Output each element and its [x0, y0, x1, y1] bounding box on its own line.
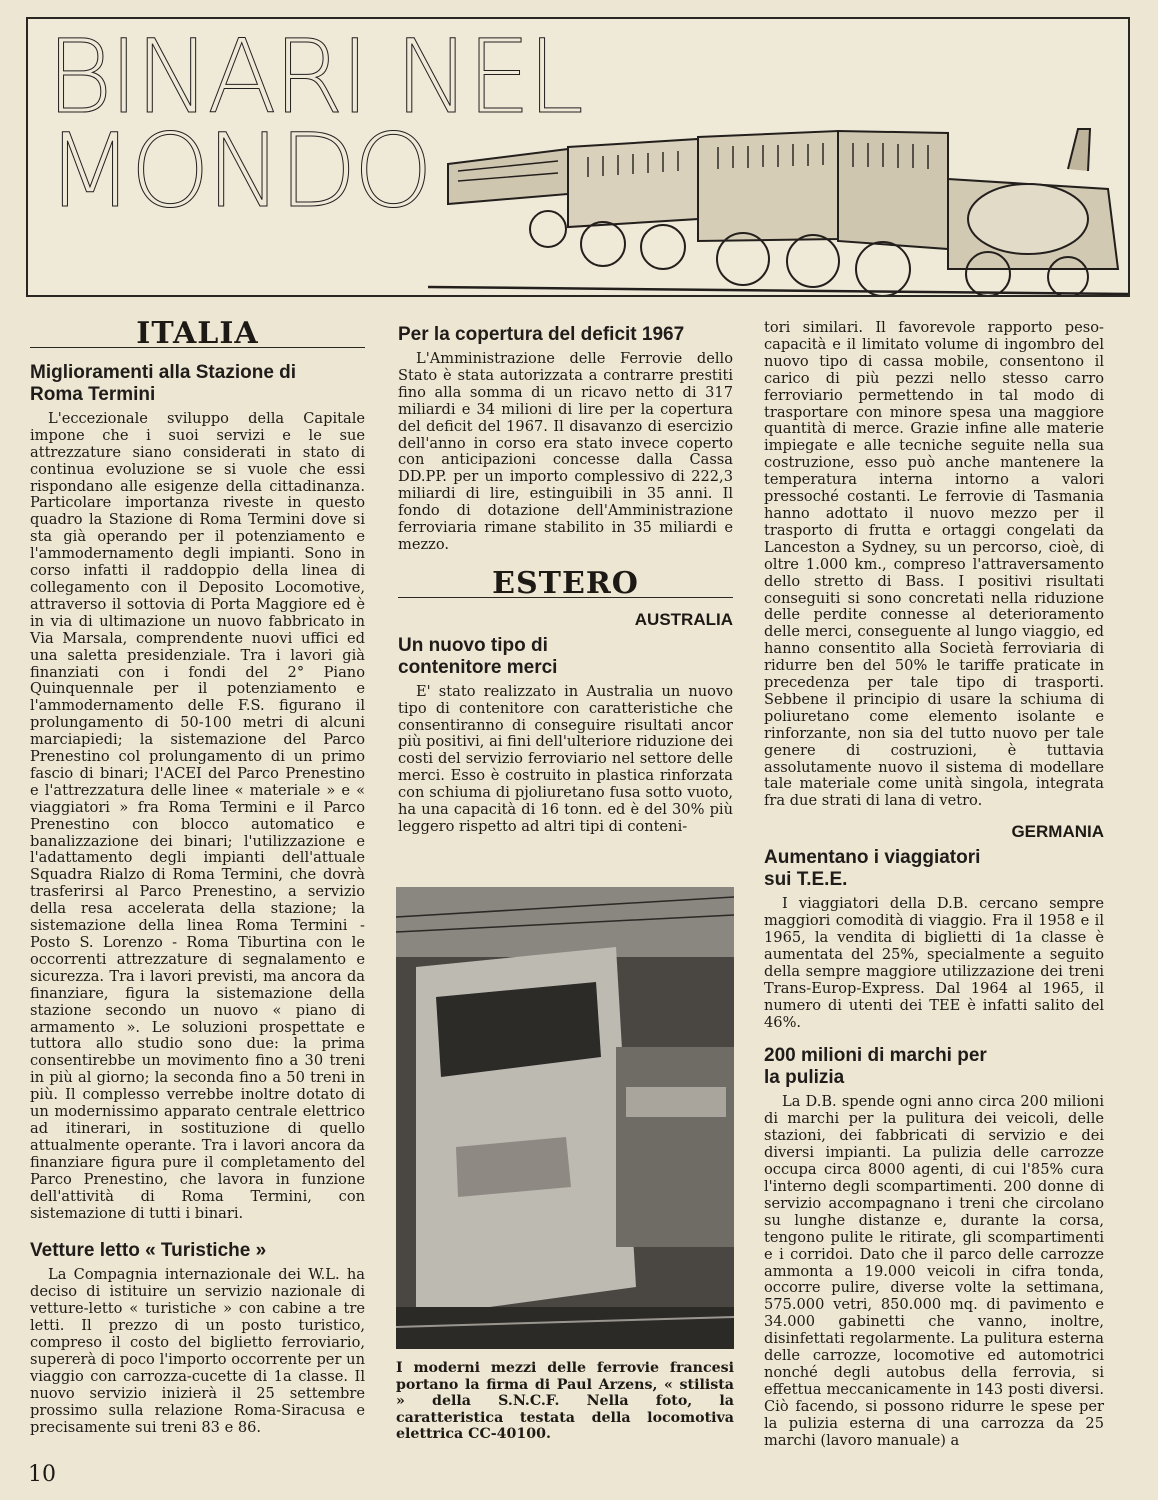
- photo-caption: I moderni mezzi delle ferrovie francesi portano la firma di Paul Arzens, « stilista » della S.N.C.F. Nella foto, la caratteristica testata della locomotiva elettrica CC-40100.: [396, 1360, 734, 1442]
- article-title-tee: Aumentano i viaggiatori sui T.E.E.: [764, 847, 981, 891]
- locomotive-image: [396, 887, 734, 1349]
- locomotive-photo: [396, 887, 734, 1349]
- masthead: [26, 17, 1130, 297]
- article-body-roma-termini: L'eccezionale sviluppo della Capitale impone che i suoi servizi e le sue attrezzature siano considerati in stato di continua evoluzione se si vuole che essi rispondano alle esigenze della cittadinanza. Particolare importanza riveste in questo quadro la Stazione di Roma Termini dove si sta già operando per il potenziamento e l'ammodernamento degli impianti. Sono in corso infatti il raddoppio della linea di collegamento con il Deposito Locomotive, attraverso il sottovia di Porta Maggiore ed è in via di ultimazione un nuovo fabbricato in Via Marsala, comprendente nuovi uffici ed una saletta presidenziale. Tra i lavori già finanziati con i fondi del 2° Piano Quinquennale per il potenziamento e l'ammodernamento delle F.S. figurano il prolungamento di 50-100 metri di alcuni marciapiedi; la sistemazione del Parco Prenestino col prolungamento di un primo fascio di binari; l'ACEI del Parco Prenestino e l'attrezzatura delle linee « materiale » e « viaggiatori » fra Roma Termini e il Parco Prenestino con blocco automatico e banalizzazione dei binari; l'utilizzazione e l'adattamento degli impianti dell'attuale Squadra Rialzo di Roma Termini, che dovrà trasferirsi al Parco Prenestino, a servizio della resa accelerata della stazione; la sistemazione della linea Roma Termini - Posto S. Lorenzo - Roma Tiburtina con le occorrenti attrezzature di segnalamento e sicurezza. Tra i lavori previsti, ma ancora da finanziare, figura la sistemazione della stazione secondo un nuovo « piano di armamento ». Le soluzioni prospettate e tuttora allo studio sono due: la prima consentirebbe un movimento fino a 30 treni in più al giorno; la seconda fino a 50 treni in più. Il complesso verrebbe inoltre dotato di un modernissimo apparato centrale elettrico ad itinerari, in sostituzione di quello attualmente operante. Tra i lavori ancora da finanziare figura pure il completamento del Parco Prenestino, che lavora in funzione dell'attività di Roma Termini, con sistemazione di tutti i binari.: [30, 409, 365, 1222]
- article-body-contenitore-part1: E' stato realizzato in Australia un nuovo tipo di contenitore con caratteristiche che consentiranno di conseguire risultati ancor più positivi, ai fini dell'ulteriore riduzione dei costi del servizio ferroviario nel settore delle merci. Esso è costruito in plastica rinforzata con schiuma di pjoliuretano fusa sotto vuoto, ha una capacità di 16 tonn. ed è del 30% più leggero rispetto ad altri tipi di conteni-: [398, 682, 733, 835]
- article-title-deficit: Per la copertura del deficit 1967: [398, 324, 685, 345]
- article-body-contenitore-part2: tori similari. Il favorevole rapporto peso-capacità e il limitato volume di ingombro del nuovo tipo di cassa mobile, consentono il carico di più pezzi nello stesso carro ferroviario permettendo in tal modo di trasportare con minore spesa una maggiore quantità di merce. Grazie infine alle materie impiegate e alle tecniche seguite nella sua costruzione, esso può anche mantenere la temperatura interna intorno a valori pressoché costanti. Le ferrovie di Tasmania hanno adottato il nuovo mezzo per il trasporto di frutta e ortaggi congelati da Lanceston a Sydney, su un percorso, cioè, di oltre 1.000 km., compreso l'attraversamento dello stretto di Bass. I positivi risultati conseguiti si sono concretati nella riduzione delle perdite connesse al deterioramento delle merci, conseguente al lungo viaggio, ed hanno consentito alla Società ferroviaria di ridurre ben del 50% le tariffe praticate in precedenza per tale tipo di trasporti. Sebbene il principio di usare la schiuma di poliuretano come elemento isolante e rinforzante, non sia del tutto nuovo per tale genere di costruzioni, è tuttavia assolutamente nuovo il sistema di modellare tale materiale come unità singola, integrata fra due strati di lana di vetro.: [764, 319, 1104, 810]
- country-germania: GERMANIA: [1011, 822, 1104, 842]
- column-middle: [398, 320, 733, 836]
- title-line-1: BINARI NEL: [46, 18, 580, 137]
- article-title-pulizia: 200 milioni di marchi per la pulizia: [764, 1045, 987, 1089]
- vintage-train-icon: [428, 109, 1128, 297]
- column-italia: [30, 316, 365, 1436]
- article-title-roma-termini: Miglioramenti alla Stazione di Roma Termini: [30, 361, 297, 405]
- page-number: 10: [28, 1462, 56, 1487]
- section-title-estero: ESTERO: [492, 565, 639, 601]
- title-line-2: MONDO: [46, 111, 430, 231]
- article-body-vetture-letto: La Compagnia internazionale dei W.L. ha deciso di istituire un servizio nazionale di vetture-letto « turistiche » con cabine a tre letti. Il prezzo di un posto turistico, compreso il costo del biglietto ferroviario, supererà di poco l'importo occorrente per un viaggio con carrozza-cucette di 1a classe. Il nuovo servizio inizierà il 25 settembre prossimo sulla relazione Roma-Siracusa e precisamente sui treni 83 e 86.: [30, 1266, 365, 1436]
- article-body-tee: I viaggiatori della D.B. cercano sempre maggiori comodità di viaggio. Fra il 1958 e il 1965, la vendita di biglietti di 1a classe è aumentata del 25%, specialmente a seguito della sempre maggiore utilizzazione dei treni Trans-Europ-Express. Dal 1964 al 1965, il numero di utenti dei TEE è infatti salito del 46%.: [764, 895, 1104, 1031]
- article-title-contenitore: Un nuovo tipo di contenitore merci: [398, 634, 558, 678]
- section-title-italia: ITALIA: [136, 316, 259, 351]
- country-australia: AUSTRALIA: [634, 609, 733, 629]
- article-title-vetture-letto: Vetture letto « Turistiche »: [30, 1240, 267, 1262]
- column-estero: [764, 320, 1104, 1449]
- article-body-deficit: L'Amministrazione delle Ferrovie dello Stato è stata autorizzata a contrarre prestiti fino alla somma di un ricavo netto di 317 miliardi e 34 milioni di lire per la copertura del deficit del 1967. Il disavanzo di esercizio dell'anno in corso era stato invece coperto con anticipazioni concesse dalla Cassa DD.PP. per un importo complessivo di 222,3 miliardi di lire, estinguibili in 35 anni. Il fondo di dotazione dell'Amministrazione ferroviaria rimane stabilito in 35 miliardi e mezzo.: [398, 350, 733, 553]
- article-body-pulizia: La D.B. spende ogni anno circa 200 milioni di marchi per la pulitura dei veicoli, delle stazioni, dei fabbricati di servizio e dei diversi impianti. La pulizia delle carrozze occupa circa 8000 agenti, di cui l'85% cura l'interno degli scompartimenti. 200 donne di servizio accompagnano i treni che circolano su lunghe distanze e, durante la corsa, tengono pulite le ritirate, gli scompartimenti e i corridoi. Dato che il parco delle carrozze ammonta a 19.000 veicoli in cifra tonda, occorre pulire, diverse volte la settimana, 575.000 vetri, 850.000 mq. di pavimento e 34.000 gabinetti che vanno, inoltre, disinfettati regolarmente. La pulitura esterna delle carrozze, locomotive ed automotrici nonché degli autobus della ferrovia, si effettua meccanicamente in 143 posti diversi. Ciò facendo, si possono ridurre le spese per la pulizia esterna di una carrozza da 25 marchi (lavoro manuale) a: [764, 1093, 1104, 1449]
